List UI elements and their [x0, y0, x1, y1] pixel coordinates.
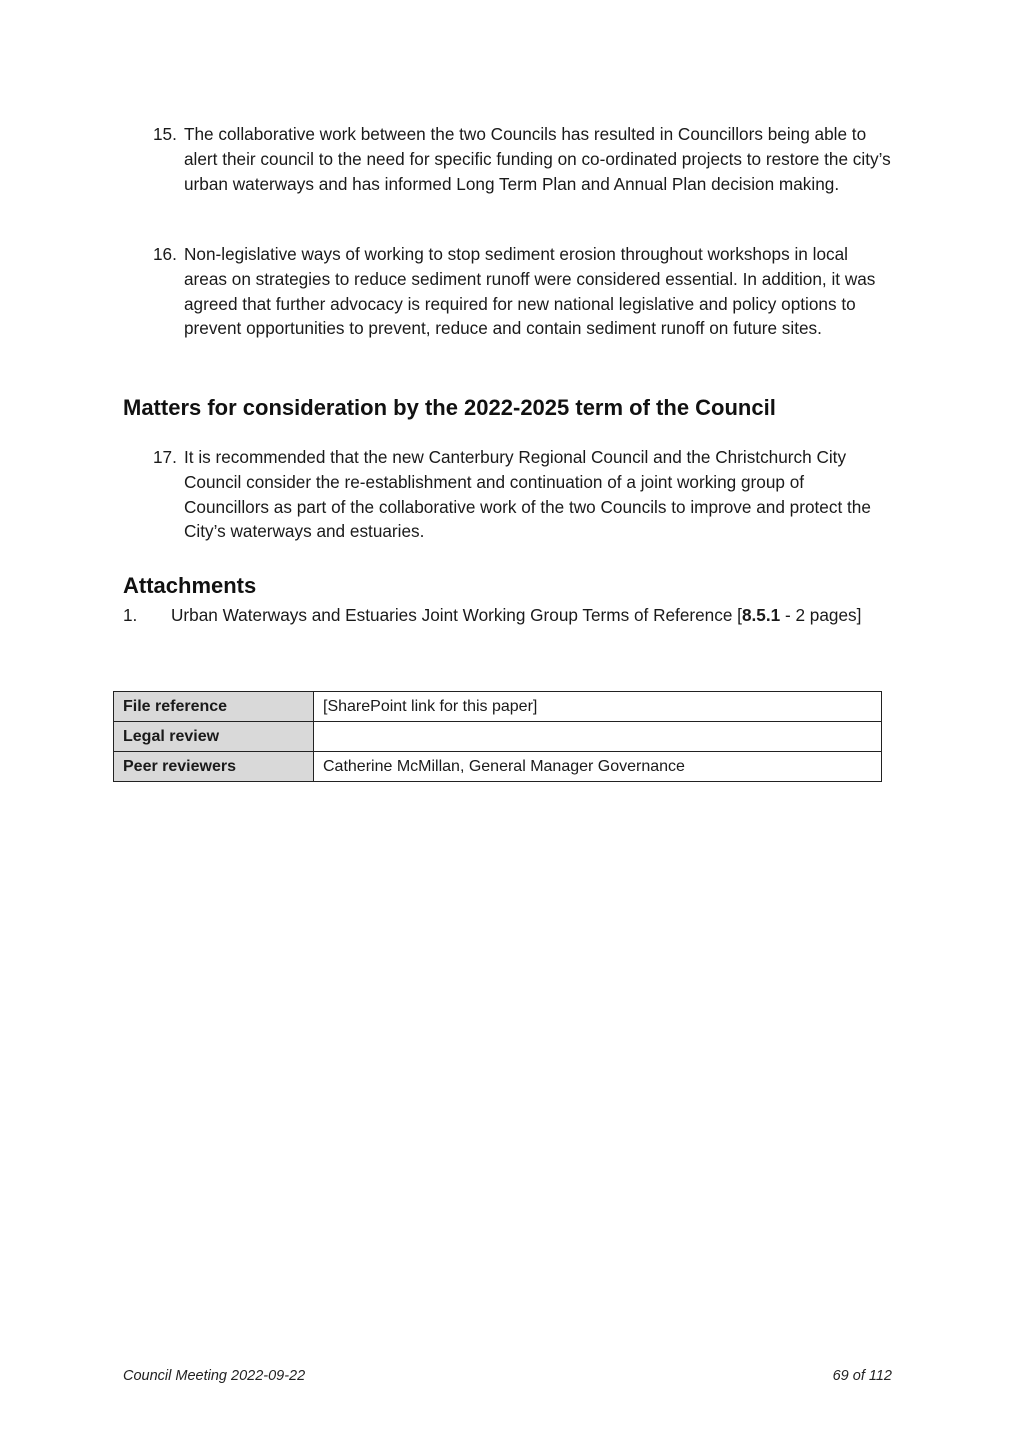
- paragraph-number: 16.: [153, 244, 177, 264]
- paragraph-15: [153, 122, 893, 196]
- paragraph-text: The collaborative work between the two Councils has resulted in Councillors being able to alert their council to the need for specific funding on co-ordinated projects to restore the city’s urban waterways and has informed Long Term Plan and Annual Plan decision making.: [184, 124, 891, 194]
- table-value: [314, 722, 882, 752]
- review-table: [113, 691, 882, 782]
- paragraph-text: It is recommended that the new Canterbury Regional Council and the Christchurch City Council consider the re-establishment and continuation of a joint working group of Councillors as part of the collaborative work of the two Councils to improve and protect the City’s waterways and estuaries.: [184, 447, 871, 542]
- paragraph-17: [153, 445, 893, 544]
- paragraph-text: Non-legislative ways of working to stop sediment erosion throughout workshops in local areas on strategies to reduce sediment runoff were considered essential. In addition, it was agreed that further advocacy is required for new national legislative and policy options to prevent opportunities to prevent, reduce and contain sediment runoff on future sites.: [184, 244, 876, 339]
- table-label: Peer reviewers: [114, 752, 314, 782]
- attachments-heading: Attachments: [123, 573, 257, 598]
- attachment-text: [171, 604, 893, 627]
- table-label: File reference: [114, 692, 314, 722]
- table-row: [114, 692, 882, 722]
- attachment-item: [123, 604, 893, 627]
- paragraph-16: [153, 242, 893, 341]
- paragraph-number: 17.: [153, 447, 177, 467]
- paragraph-number: 15.: [153, 124, 177, 144]
- table-row: [114, 752, 882, 782]
- attachment-title: Urban Waterways and Estuaries Joint Working Group Terms of Reference [: [171, 605, 742, 625]
- matters-heading: Matters for consideration by the 2022-2025 term of the Council: [123, 395, 776, 420]
- attachment-number: 1.: [123, 605, 138, 625]
- table-row: [114, 722, 882, 752]
- attachment-pages: - 2 pages]: [780, 605, 862, 625]
- attachment-ref: 8.5.1: [741, 605, 781, 625]
- footer-page-number: 69 of 112: [832, 1368, 892, 1384]
- table-value: Catherine McMillan, General Manager Governance: [314, 752, 882, 782]
- footer-meeting: Council Meeting 2022-09-22: [123, 1368, 306, 1384]
- table-value: [SharePoint link for this paper]: [314, 692, 882, 722]
- table-label: Legal review: [114, 722, 314, 752]
